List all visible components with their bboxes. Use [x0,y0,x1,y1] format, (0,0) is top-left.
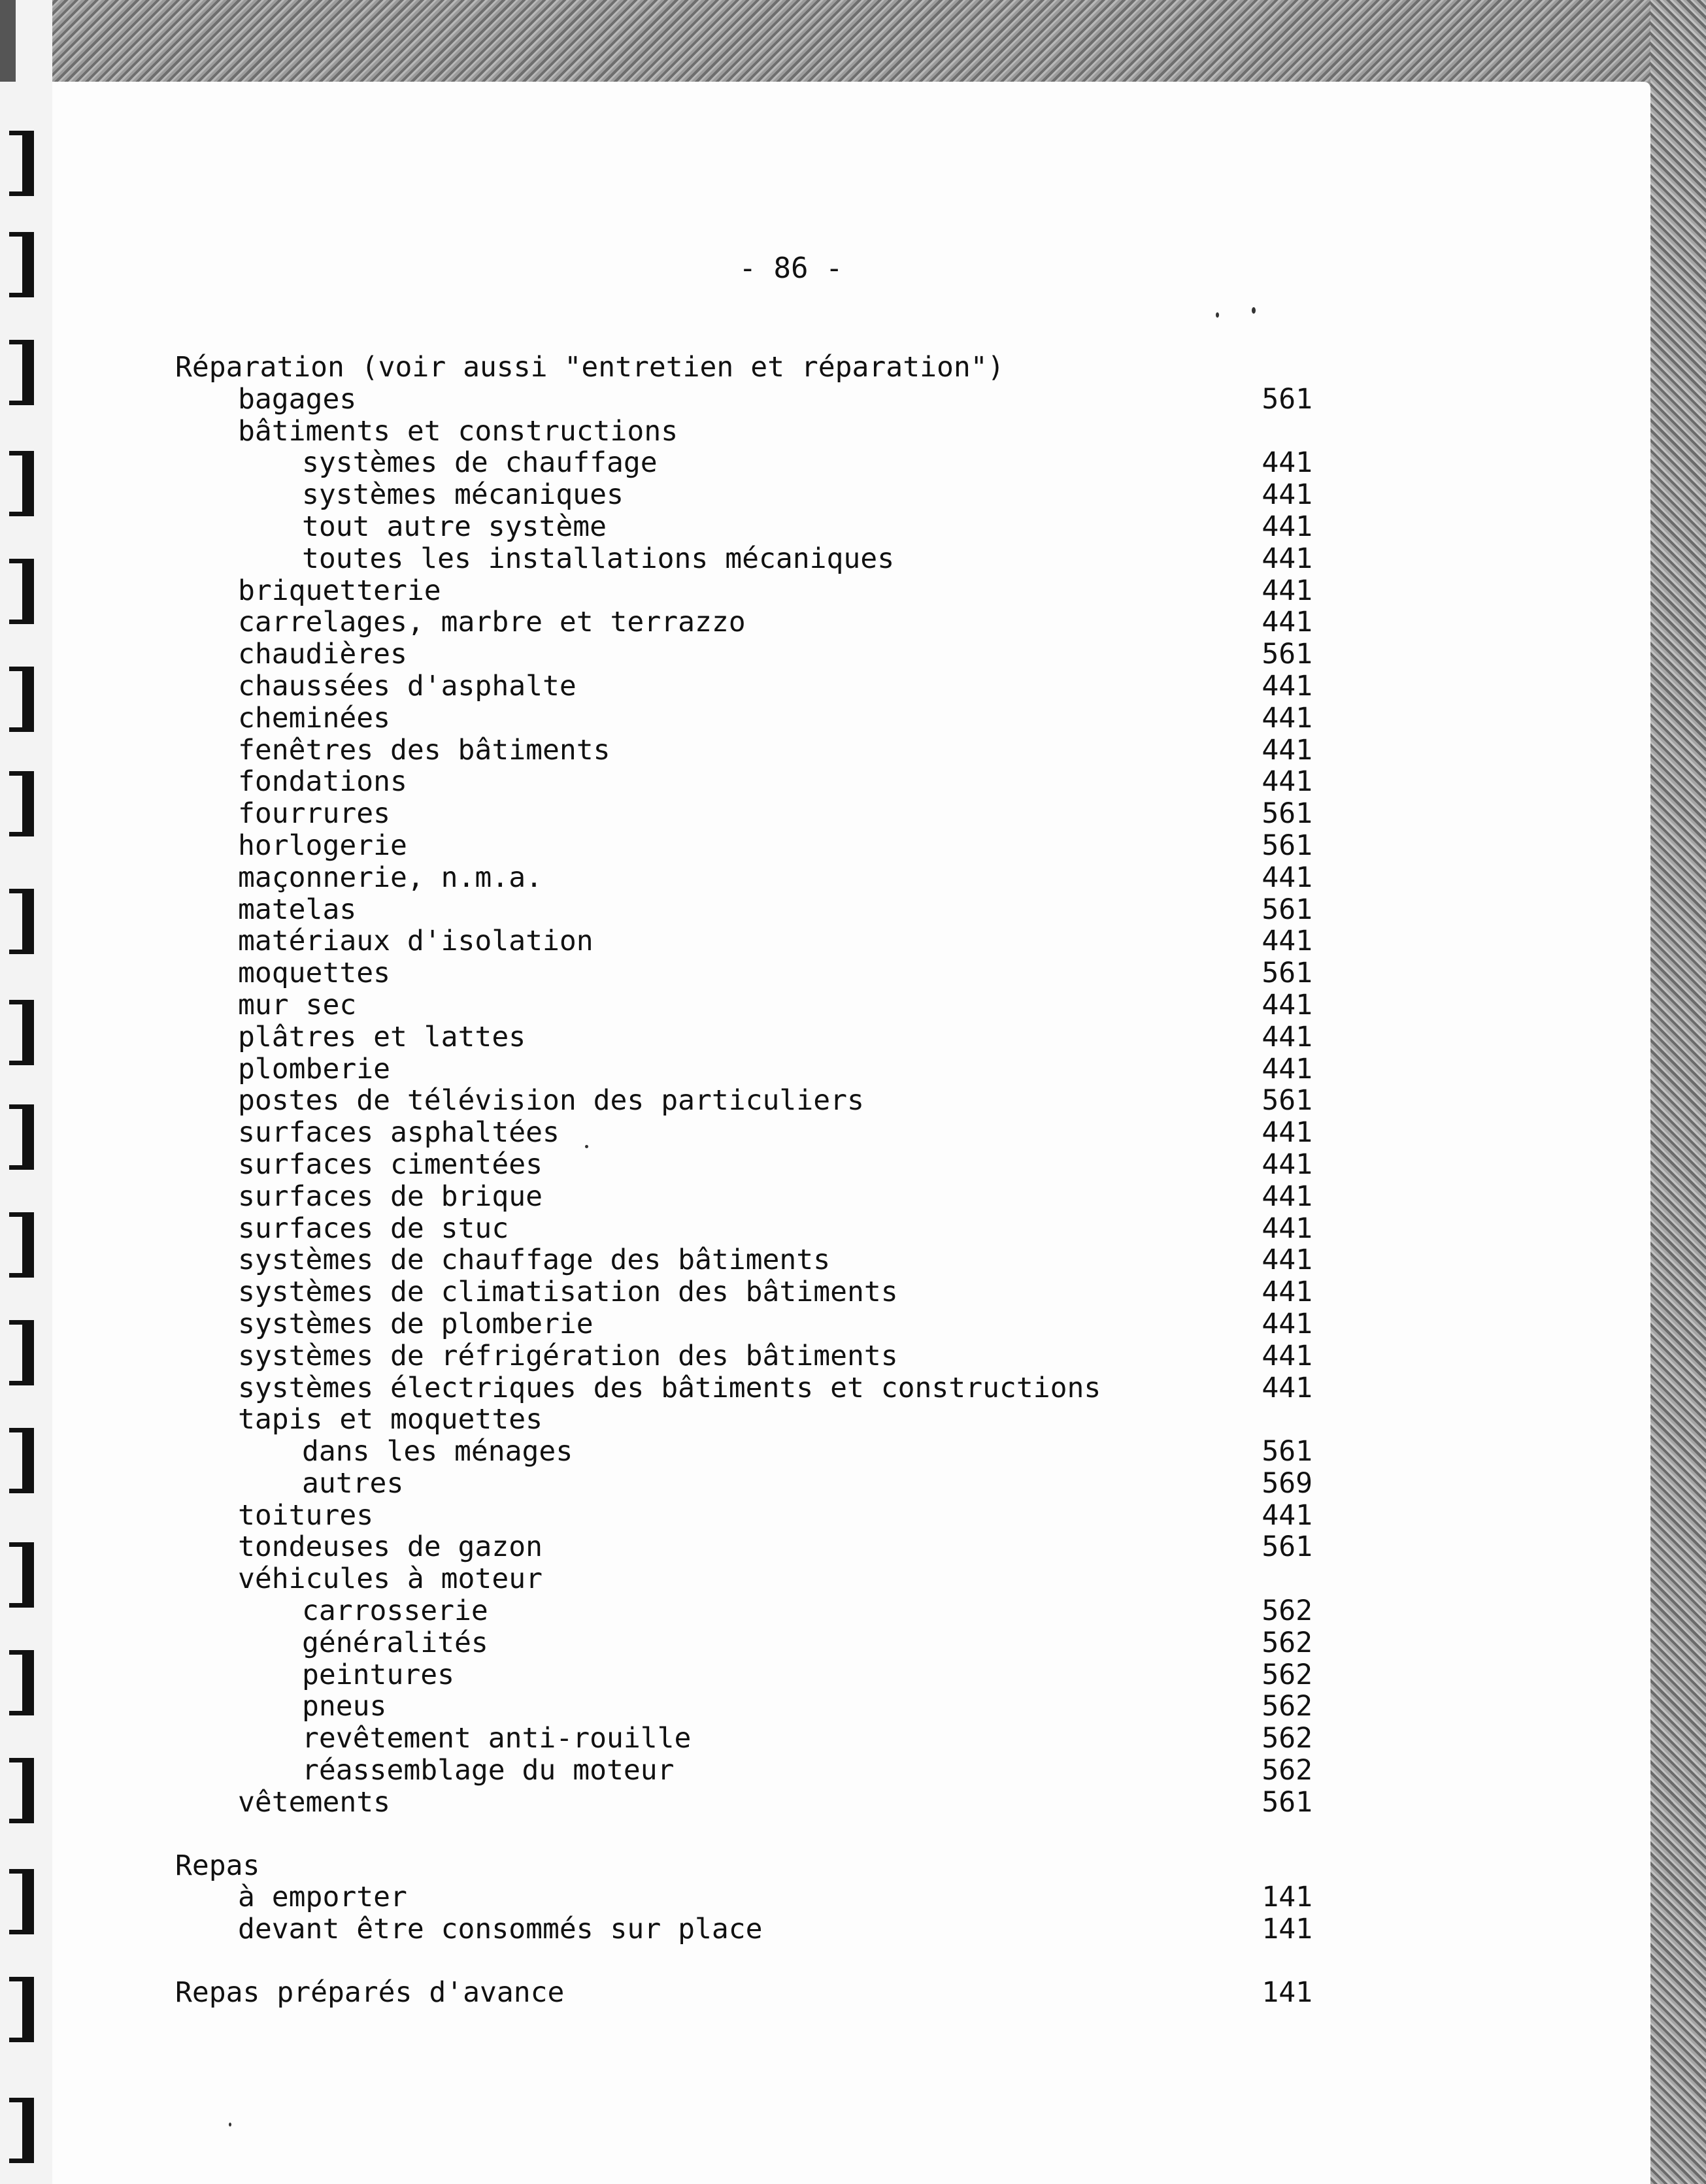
index-entry [175,957,1313,989]
scan-speck [229,2123,231,2126]
entry-code: 441 [1262,574,1313,607]
entry-label: généralités [302,1626,488,1659]
entry-label: surfaces asphaltées [238,1116,560,1150]
entry-code: 561 [1262,1530,1313,1564]
entry-label: horlogerie [238,829,407,862]
scan-top-border [0,0,1706,82]
index-entry [175,1913,1313,1945]
index-entry [175,670,1313,703]
entry-code: 441 [1262,669,1313,703]
entry-code: 441 [1262,1339,1313,1372]
index-entry [175,1340,1313,1372]
index-entry [175,511,1313,543]
entry-code [1254,416,1313,448]
binding-ring [9,451,35,516]
entry-code: 561 [1262,957,1313,990]
index-entry [175,1595,1313,1627]
entry-label: pneus [302,1690,387,1723]
index-entry [175,1372,1313,1404]
entry-code [1254,352,1313,384]
entry-code: 441 [1262,1020,1313,1053]
index-list [175,352,1313,2009]
entry-label: systèmes mécaniques [302,478,624,512]
entry-label: systèmes de plomberie [238,1307,594,1340]
index-entry [175,1213,1313,1245]
entry-code: 441 [1262,701,1313,735]
entry-label: systèmes de chauffage des bâtiments [238,1244,831,1277]
entry-label: Repas [175,1849,260,1882]
entry-label: chaussées d'asphalte [238,669,577,703]
index-entry [175,638,1313,670]
entry-code: 441 [1262,1052,1313,1085]
index-entry [175,1085,1313,1117]
entry-label: fondations [238,765,407,799]
entry-label: devant être consommés sur place [238,1913,763,1946]
scan-speck [1252,307,1256,314]
index-entry [175,1181,1313,1213]
index-entry [175,830,1313,862]
entry-code: 441 [1262,733,1313,767]
entry-code: 561 [1262,1785,1313,1819]
index-entry [175,1436,1313,1468]
entry-code [1254,1563,1313,1595]
entry-code: 141 [1262,1881,1313,1914]
entry-code: 562 [1262,1626,1313,1659]
index-entry [175,1881,1313,1913]
entry-label: systèmes de climatisation des bâtiments [238,1276,898,1309]
entry-code: 562 [1262,1595,1313,1628]
entry-label: dans les ménages [302,1435,573,1468]
entry-code: 141 [1262,1976,1313,2010]
entry-code: 441 [1262,446,1313,480]
entry-code: 561 [1262,829,1313,862]
index-entry [175,735,1313,767]
index-entry [175,1276,1313,1308]
index-entry [175,606,1313,638]
index-entry [175,1850,1313,1882]
entry-code: 141 [1262,1913,1313,1946]
entry-code: 441 [1262,1116,1313,1150]
entry-label: systèmes de chauffage [302,446,658,480]
entry-label: toutes les installations mécaniques [302,542,895,575]
index-entry [175,479,1313,511]
entry-code: 441 [1262,478,1313,512]
entry-label: plomberie [238,1052,390,1085]
index-entry [175,894,1313,926]
binding-margin [0,0,52,2184]
entry-label: réassemblage du moteur [302,1754,675,1787]
entry-code: 562 [1262,1754,1313,1787]
index-entry [175,1691,1313,1723]
entry-code: 562 [1262,1658,1313,1691]
entry-code: 441 [1262,925,1313,958]
index-entry [175,862,1313,894]
page-number: - 86 - [739,252,843,285]
entry-code: 441 [1262,510,1313,543]
entry-label: vêtements [238,1785,390,1819]
index-entry [175,1500,1313,1532]
entry-code: 441 [1262,1371,1313,1404]
entry-label: bâtiments et constructions [238,414,678,448]
binding-ring [9,1212,35,1278]
index-entry [175,925,1313,957]
binding-ring [9,1758,35,1823]
entry-label: surfaces cimentées [238,1148,543,1181]
entry-label: matériaux d'isolation [238,925,594,958]
binding-ring [9,559,35,624]
entry-label: tondeuses de gazon [238,1530,543,1564]
entry-label: cheminées [238,701,390,735]
index-entry [175,1117,1313,1149]
scan-right-border [1650,0,1706,2184]
index-entry [175,416,1313,448]
entry-label: à emporter [238,1881,407,1914]
index-entry [175,1755,1313,1787]
entry-code: 561 [1262,893,1313,926]
index-entry [175,1149,1313,1181]
binding-ring [9,131,35,196]
index-entry [175,1723,1313,1755]
binding-ring [9,1000,35,1065]
index-entry [175,1977,1313,2009]
index-entry [175,1531,1313,1563]
entry-code: 561 [1262,1435,1313,1468]
scan-speck [1216,312,1219,318]
entry-code: 441 [1262,606,1313,639]
entry-code: 441 [1262,1276,1313,1309]
entry-label: carrosserie [302,1595,488,1628]
entry-label: Réparation (voir aussi "entretien et réparation") [175,351,1005,384]
index-entry [175,1021,1313,1053]
entry-code: 441 [1262,542,1313,575]
entry-label: systèmes de réfrigération des bâtiments [238,1339,898,1372]
entry-label: postes de télévision des particuliers [238,1084,864,1117]
binding-ring [9,1869,35,1934]
index-entry [175,766,1313,798]
entry-code: 561 [1262,382,1313,416]
binding-ring [9,232,35,297]
entry-code: 562 [1262,1722,1313,1755]
index-entry [175,1563,1313,1595]
entry-label: tapis et moquettes [238,1403,543,1436]
entry-code [1254,1404,1313,1436]
binding-ring [9,1650,35,1715]
index-entry [175,447,1313,479]
index-entry [175,1404,1313,1436]
entry-code: 441 [1262,1307,1313,1340]
entry-label: matelas [238,893,357,926]
entry-label: peintures [302,1658,454,1691]
entry-code: 569 [1262,1466,1313,1500]
binding-ring [9,1104,35,1170]
binding-ring [9,1977,35,2042]
entry-label: surfaces de stuc [238,1212,509,1245]
entry-code: 441 [1262,1244,1313,1277]
entry-code: 441 [1262,1148,1313,1181]
entry-code: 441 [1262,861,1313,894]
entry-code: 441 [1262,1212,1313,1245]
entry-code: 561 [1262,797,1313,831]
entry-code: 441 [1262,1180,1313,1213]
entry-label: revêtement anti-rouille [302,1722,692,1755]
entry-label: moquettes [238,957,390,990]
binding-ring [9,340,35,405]
binding-ring [9,1428,35,1493]
entry-label: mur sec [238,988,357,1021]
binding-ring [9,2098,35,2163]
index-entry [175,1308,1313,1340]
entry-code: 441 [1262,765,1313,799]
index-entry [175,1244,1313,1276]
entry-code: 561 [1262,1084,1313,1117]
entry-label: Repas préparés d'avance [175,1976,565,2010]
entry-label: toitures [238,1498,374,1532]
entry-label: carrelages, marbre et terrazzo [238,606,746,639]
entry-label: maçonnerie, n.m.a. [238,861,543,894]
index-entry [175,543,1313,575]
index-entry [175,1659,1313,1691]
entry-code [1254,1850,1313,1882]
entry-label: systèmes électriques des bâtiments et constructions [238,1371,1101,1404]
index-entry [175,1787,1313,1819]
entry-label: chaudières [238,638,407,671]
entry-label: autres [302,1466,404,1500]
binding-ring [9,1320,35,1385]
binding-ring [9,667,35,732]
index-entry [175,798,1313,830]
section-gap [175,1945,1313,1977]
index-entry [175,575,1313,607]
entry-code: 441 [1262,988,1313,1021]
index-entry [175,352,1313,384]
section-gap [175,1819,1313,1850]
entry-code: 441 [1262,1498,1313,1532]
index-entry [175,384,1313,416]
entry-label: véhicules à moteur [238,1563,543,1596]
entry-label: surfaces de brique [238,1180,543,1213]
entry-label: plâtres et lattes [238,1020,526,1053]
index-entry [175,1468,1313,1500]
binding-ring [9,771,35,836]
entry-code: 562 [1262,1690,1313,1723]
binding-ring [9,1542,35,1608]
index-entry [175,1627,1313,1659]
entry-label: tout autre système [302,510,607,543]
entry-label: fenêtres des bâtiments [238,733,610,767]
scan-speck [585,1145,588,1148]
entry-label: briquetterie [238,574,441,607]
entry-label: bagages [238,382,357,416]
binding-ring [9,889,35,954]
entry-label: fourrures [238,797,390,831]
index-entry [175,1053,1313,1085]
entry-code: 561 [1262,638,1313,671]
index-entry [175,989,1313,1021]
index-entry [175,703,1313,735]
